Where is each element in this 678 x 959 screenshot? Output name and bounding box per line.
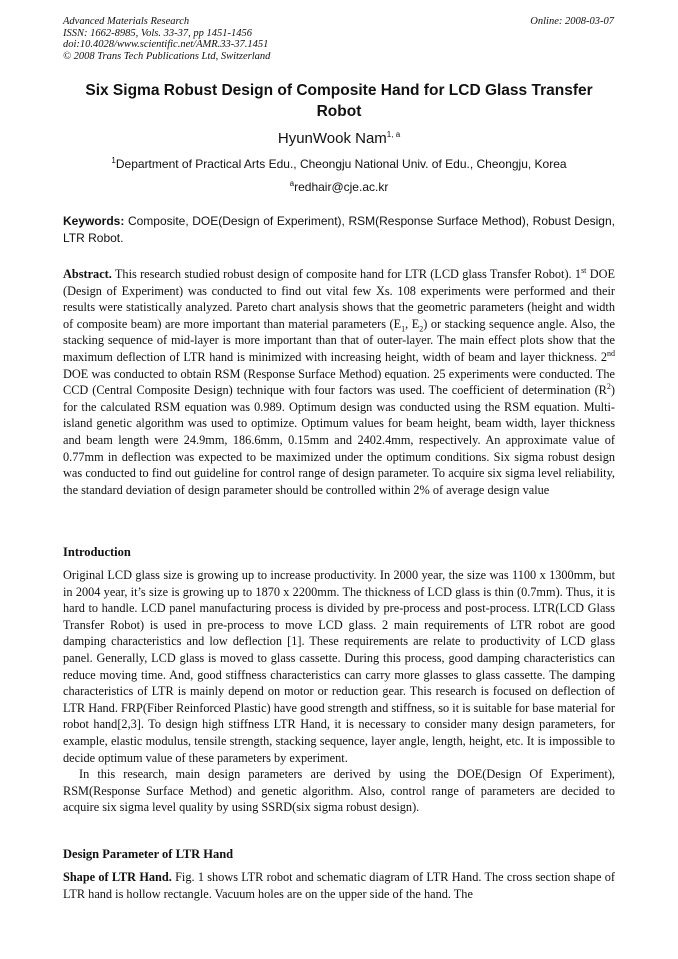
abstract-sup-3: 2 [606, 382, 611, 392]
abstract-text-1: This research studied robust design of composite hand for LTR (LCD glass Transfer Robot). 1 [114, 267, 582, 281]
email-sup: a [289, 179, 295, 188]
introduction-paragraph-2: In this research, main design parameters are derived by using the DOE(Design Of Experiment), RSM(Response Surface Method) and genetic algorithm. Also, control range of parameters are decided to acquire six sigma level quality by using SSRD(six sigma robust design). [63, 767, 615, 815]
copyright-line: © 2008 Trans Tech Publications Ltd, Switzerland [63, 50, 271, 62]
shape-paragraph [63, 869, 615, 902]
abstract-text-4: ) or stacking sequence angle. Also, the stacking sequence of mid-layer is more important than that of outer-layer. The main effect plots show that the maximum deflection of LTR hand is minimized with increasing height, width of beam and layer thickness. 2 [63, 316, 615, 364]
email-line [63, 180, 615, 194]
abstract-sup-1: st [581, 265, 587, 275]
introduction-body [63, 567, 615, 816]
abstract [63, 266, 615, 498]
affiliation-text: Department of Practical Arts Edu., Cheongju National Univ. of Edu., Cheongju, Korea [115, 157, 567, 171]
author-sup: 1, a [386, 130, 401, 139]
doi-line: doi:10.4028/www.scientific.net/AMR.33-37.1451 [63, 39, 269, 50]
affiliation-sup: 1 [111, 156, 116, 165]
issn-line: ISSN: 1662-8985, Vols. 33-37, pp 1451-1456 [63, 27, 252, 39]
abstract-text-2: DOE (Design of Experiment) was conducted to find out vital few Xs. 108 experiments were performed and their results were statistically analyzed. Pareto chart analysis shows that the geometric parameters (height and width of composite beam) are more important than material parameters (E [63, 267, 615, 331]
abstract-text-6: ) for the calculated RSM equation was 0.989. Optimum design was conducted using the RSM equation. Multi-island genetic algorithm was used to optimize. Optimum values for beam height, beam width, layer thickness and beam length were 24.9mm, 186.6mm, 0.15mm and 2402.4mm, respectively. An approximate value of 0.77mm in deflection was expected to be maximized under the optimum conditions. Six sigma robust design was conducted to find out guideline for control range of design parameter. To acquire six sigma level reliability, the standard deviation of design parameter should be controlled within 2% of average design value [63, 383, 615, 497]
introduction-heading: Introduction [63, 545, 131, 559]
affiliation [63, 157, 615, 171]
abstract-sub-2: 2 [419, 324, 424, 334]
abstract-sup-2: nd [607, 348, 615, 358]
shape-label: Shape of LTR Hand. [63, 870, 172, 884]
abstract-sub-1: 1 [401, 324, 406, 334]
keywords-label: Keywords: [63, 214, 125, 228]
shape-text: Fig. 1 shows LTR robot and schematic diagram of LTR Hand. The cross section shape of LTR hand is hollow rectangle. Vacuum holes are on the upper side of the hand. The [63, 870, 616, 901]
paper-title: Six Sigma Robust Design of Composite Hand for LCD Glass Transfer Robot [85, 82, 593, 120]
journal-name: Advanced Materials Research [63, 16, 190, 27]
author-line [63, 130, 615, 147]
introduction-paragraph-1: Original LCD glass size is growing up to increase productivity. In 2000 year, the size was 1100 x 1300mm, but in 2004 year, it’s size is growing up to 1870 x 2200mm. The thickness of LCD glass is thin (0.7mm). Thus, it is hard to handle. LCD panel manufacturing process is divided by pre-process and post-process. LTR(LCD Glass Transfer Robot) is used in pre-process to move LCD glass. 2 main requirements of LTR robot are good damping characteristics and low deflection [1]. These requirements are relate to productivity of LCD glass panel. Generally, LCD glass is moved to glass cassette. During this process, good damping characteristics can reduce moving time. And, good stiffness characteristics can carry more glasses to glass cassette. The damping characteristics of LTR is mainly depend on motor or reduction gear. This research is focused on deflection of LTR Hand. FRP(Fiber Reinforced Plastic) have good strength and stiffness, so it is suitable for base material for robot hand[2,3]. To design high stiffness LTR Hand, it is necessary to consider many design parameters, for example, elastic modulus, tensile strength, stacking sequence, layer angle, length, height, etc. It is impossible to decide optimum value of these parameters by experiment. [63, 568, 615, 765]
keywords [63, 213, 615, 247]
design-parameter-heading: Design Parameter of LTR Hand [63, 847, 234, 861]
keywords-text: Composite, DOE(Design of Experiment), RSM(Response Surface Method), Robust Design, LTR Robot. [63, 214, 615, 245]
author-name: HyunWook Nam [277, 130, 387, 147]
abstract-label: Abstract. [63, 267, 112, 281]
email-text: redhair@cje.ac.kr [294, 180, 389, 194]
abstract-text-3: , E [405, 316, 420, 331]
online-date: Online: 2008-03-07 [530, 16, 614, 27]
journal-header [63, 16, 270, 62]
abstract-text-5: DOE was conducted to obtain RSM (Response Surface Method) equation. 25 experiments were conducted. The CCD (Central Composite Design) technique with four factors was used. The coefficient of determination (R [63, 366, 615, 398]
